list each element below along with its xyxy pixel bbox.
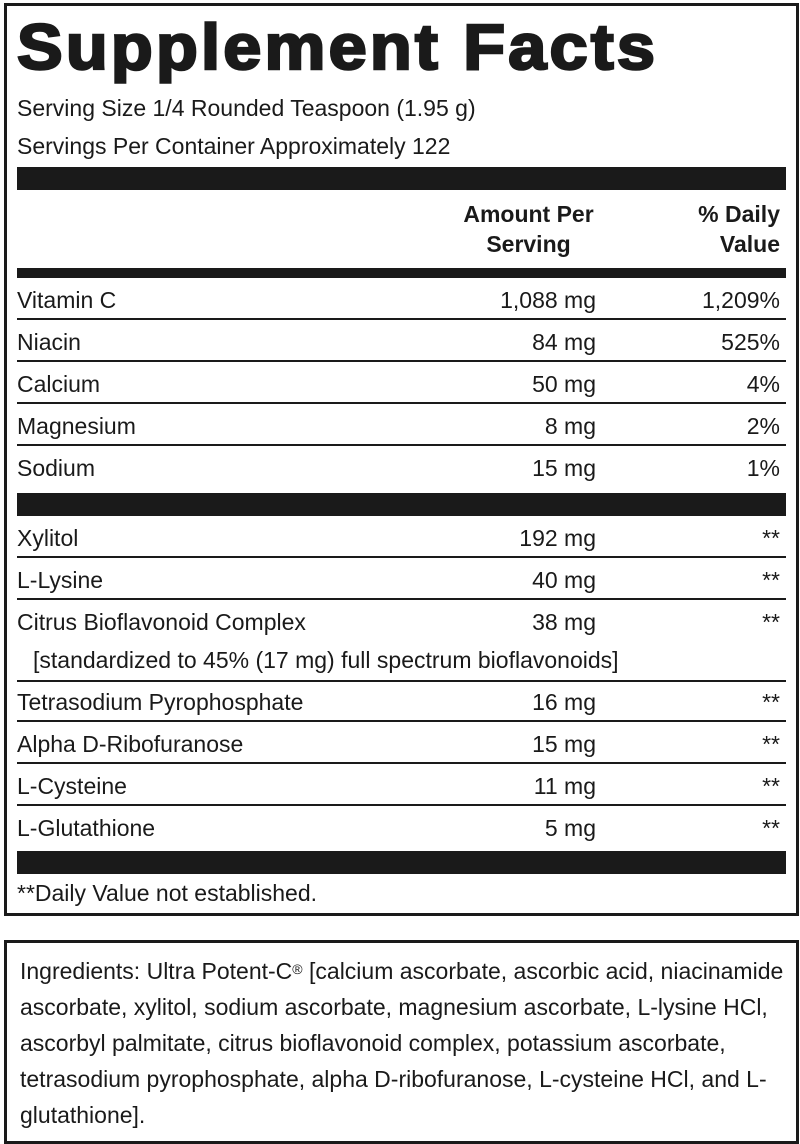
ingredient-name: L-Glutathione (17, 815, 156, 841)
ingredient-daily-value: ** (762, 773, 780, 799)
nutrient-name: Niacin (17, 329, 81, 355)
nutrient-name: Magnesium (17, 413, 136, 439)
ingredient-row (17, 808, 786, 848)
daily-value-header (660, 199, 780, 259)
ingredient-amount: 192 mg (519, 525, 596, 551)
nutrient-name: Sodium (17, 455, 95, 481)
ingredient-name: Tetrasodium Pyrophosphate (17, 689, 304, 715)
nutrient-row (17, 448, 786, 488)
nutrient-row (17, 364, 786, 404)
header-divider-bar (17, 268, 786, 278)
nutrient-amount: 84 mg (532, 329, 596, 355)
ingredient-row (17, 766, 786, 806)
ingredient-name: L-Lysine (17, 567, 104, 593)
nutrient-daily-value: 1% (746, 455, 780, 481)
ingredient-daily-value: ** (762, 731, 780, 757)
ingredient-name: Xylitol (17, 525, 79, 551)
amount-per-serving-header (441, 199, 616, 259)
ingredient-name: Alpha D-Ribofuranose (17, 731, 244, 757)
ingredient-note: [standardized to 45% (17 mg) full spectrum bioflavonoids] (33, 647, 619, 673)
nutrient-amount: 8 mg (544, 413, 596, 439)
ingredient-daily-value: ** (762, 815, 780, 841)
ingredient-amount: 40 mg (532, 567, 596, 593)
nutrient-daily-value: 2% (746, 413, 780, 439)
registered-mark: ® (292, 961, 303, 977)
ingredient-amount: 15 mg (532, 731, 596, 757)
supplement-facts-content (17, 6, 786, 913)
ingredient-amount: 5 mg (544, 815, 596, 841)
dv-header-line2: Value (719, 231, 780, 257)
bottom-thick-bar (17, 851, 786, 874)
ingredient-daily-value: ** (762, 525, 780, 551)
supplement-facts-panel (4, 3, 799, 916)
ingredient-amount: 11 mg (533, 773, 596, 799)
nutrient-row (17, 322, 786, 362)
daily-value-footnote: **Daily Value not established. (17, 880, 318, 906)
ingredients-prefix: Ingredients: Ultra Potent-C (20, 958, 293, 984)
nutrient-amount: 1,088 mg (500, 287, 596, 313)
nutrient-daily-value: 4% (746, 371, 780, 397)
nutrient-name: Calcium (17, 371, 101, 397)
nutrient-row (17, 280, 786, 320)
top-thick-bar (17, 167, 786, 190)
dv-header-line1: % Daily (698, 201, 780, 227)
ingredient-row (17, 682, 786, 722)
ingredient-amount: 16 mg (532, 689, 596, 715)
ingredient-row (17, 724, 786, 764)
ingredient-daily-value: ** (762, 689, 780, 715)
ingredient-name: Citrus Bioflavonoid Complex (17, 609, 306, 635)
ingredient-amount: 38 mg (532, 609, 596, 635)
ingredients-text (20, 953, 790, 1133)
ingredient-row (17, 518, 786, 558)
nutrient-row (17, 406, 786, 446)
ingredient-row (17, 602, 786, 682)
ingredient-daily-value: ** (762, 609, 780, 635)
amount-header-line2: Serving (486, 231, 571, 257)
nutrient-amount: 15 mg (532, 455, 596, 481)
ingredient-name: L-Cysteine (17, 773, 127, 799)
servings-per-container: Servings Per Container Approximately 122 (17, 133, 451, 159)
nutrient-daily-value: 1,209% (701, 287, 780, 313)
nutrient-daily-value: 525% (721, 329, 780, 355)
ingredients-list: [calcium ascorbate, ascorbic acid, niacinamide ascorbate, xylitol, sodium ascorbate, magnesium ascorbate, L-lysine HCl, ascorbyl palmitate, citrus bioflavonoid complex, potassium ascorbate, tetrasodium pyrophosphate, alpha D-ribofuranose, L-cysteine HCl, and L-glutathione]. (20, 958, 784, 1128)
group-divider-bar (17, 493, 786, 516)
label-title: Supplement Facts (17, 11, 659, 83)
ingredient-row (17, 560, 786, 600)
ingredients-panel (4, 940, 799, 1144)
serving-size: Serving Size 1/4 Rounded Teaspoon (1.95 g) (17, 95, 476, 121)
amount-header-line1: Amount Per (463, 201, 594, 227)
nutrient-amount: 50 mg (532, 371, 596, 397)
nutrient-name: Vitamin C (17, 287, 117, 313)
ingredient-daily-value: ** (762, 567, 780, 593)
